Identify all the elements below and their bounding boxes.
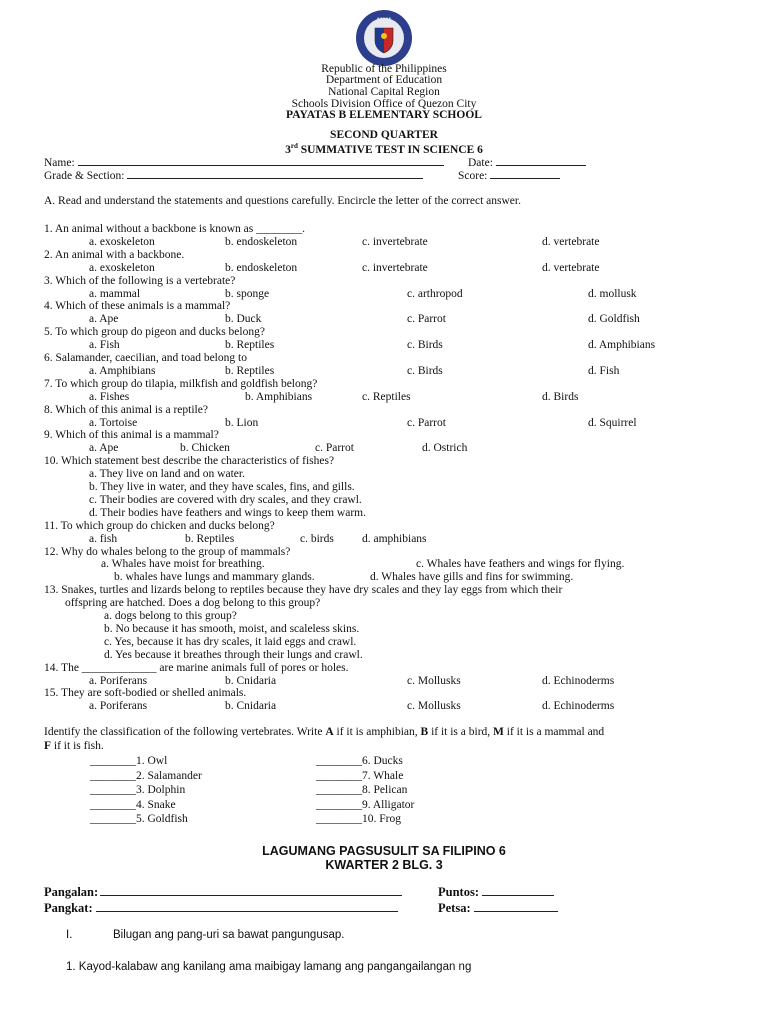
choice-8-1[interactable]: b. Lion: [225, 416, 259, 429]
petsa-field[interactable]: Petsa:: [438, 901, 558, 915]
answer-blank[interactable]: ________: [90, 784, 136, 797]
question-15: 15. They are soft-bodied or shelled animals.: [44, 687, 247, 700]
score-field[interactable]: Score:: [458, 168, 560, 183]
choice-12-2[interactable]: b. whales have lungs and mammary glands.: [114, 571, 315, 584]
choice-13-0[interactable]: a. dogs belong to this group?: [104, 610, 237, 622]
classify-item[interactable]: [90, 813, 188, 826]
choice-15-1[interactable]: b. Cnidaria: [225, 700, 277, 713]
choice-12-3[interactable]: d. Whales have gills and fins for swimming.: [370, 571, 574, 584]
question-12: 12. Why do whales belong to the group of mammals?: [44, 545, 291, 558]
question-6: 6. Salamander, caecilian, and toad belong to: [44, 352, 247, 364]
choice-7-2[interactable]: c. Reptiles: [362, 390, 411, 403]
name-field[interactable]: Name:: [44, 155, 444, 170]
choice-14-2[interactable]: c. Mollusks: [407, 674, 461, 687]
answer-blank[interactable]: ________: [316, 784, 362, 797]
question-9: 9. Which of this animal is a mammal?: [44, 429, 219, 442]
choice-4-0[interactable]: a. Ape: [89, 313, 119, 326]
question-1: 1. An animal without a backbone is known as ________.: [44, 223, 305, 235]
question-4: 4. Which of these animals is a mammal?: [44, 300, 231, 313]
choice-14-0[interactable]: a. Poriferans: [89, 674, 148, 687]
choice-11-3[interactable]: d. amphibians: [362, 532, 427, 545]
choice-14-3[interactable]: d. Echinoderms: [542, 674, 615, 687]
question-3: 3. Which of the following is a vertebrate?: [44, 274, 236, 287]
classify-item-label: 3. Dolphin: [136, 784, 186, 797]
choice-3-2[interactable]: c. arthropod: [407, 287, 463, 300]
classify-item-label: 4. Snake: [136, 798, 176, 811]
question-5: 5. To which group do pigeon and ducks belong?: [44, 326, 265, 339]
choice-6-2[interactable]: c. Birds: [407, 364, 443, 377]
classify-item[interactable]: [90, 755, 167, 768]
pangalan-field[interactable]: Pangalan:: [44, 885, 402, 899]
choice-2-0[interactable]: a. exoskeleton: [89, 261, 155, 274]
classify-item[interactable]: [316, 799, 414, 812]
choice-2-2[interactable]: c. invertebrate: [362, 261, 428, 274]
puntos-field[interactable]: Puntos:: [438, 885, 554, 899]
question-14: 14. The _____________ are marine animals full of pores or holes.: [44, 661, 349, 674]
choice-2-1[interactable]: b. endoskeleton: [225, 261, 298, 274]
choice-3-3[interactable]: d. mollusk: [588, 287, 637, 300]
pangkat-field[interactable]: Pangkat:: [44, 901, 398, 915]
deped-seal: [351, 9, 417, 67]
choice-11-2[interactable]: c. birds: [300, 532, 334, 545]
classify-item[interactable]: [316, 813, 401, 826]
test-title: 3rd SUMMATIVE TEST IN SCIENCE 6: [285, 142, 483, 156]
classify-item-label: 5. Goldfish: [136, 813, 188, 826]
choice-5-0[interactable]: a. Fish: [89, 339, 120, 352]
choice-2-3[interactable]: d. vertebrate: [542, 261, 600, 274]
classify-item[interactable]: [90, 799, 176, 812]
classify-item[interactable]: [316, 770, 403, 783]
classify-item[interactable]: [90, 770, 202, 783]
choice-15-2[interactable]: c. Mollusks: [407, 700, 461, 713]
filipino-title: LAGUMANG PAGSUSULIT SA FILIPINO 6: [262, 844, 506, 858]
choice-9-2[interactable]: c. Parrot: [315, 442, 354, 455]
svg-text:•••••: •••••: [376, 16, 392, 22]
question-13: 13. Snakes, turtles and lizards belong to reptiles because they have dry scales and they lay eggs from which their: [44, 584, 563, 597]
filipino-subtitle: KWARTER 2 BLG. 3: [325, 858, 443, 872]
classify-item-label: 6. Ducks: [362, 755, 403, 767]
question-8: 8. Which of this animal is a reptile?: [44, 403, 208, 416]
answer-blank[interactable]: ________: [90, 769, 136, 782]
answer-blank[interactable]: ________: [316, 755, 362, 767]
choice-5-1[interactable]: b. Reptiles: [225, 339, 275, 352]
question-10: 10. Which statement best describe the characteristics of fishes?: [44, 455, 335, 468]
choice-11-1[interactable]: b. Reptiles: [185, 532, 235, 545]
choice-3-1[interactable]: b. sponge: [225, 287, 270, 300]
filipino-item-1: 1. Kayod-kalabaw ang kanilang ama maibigay lamang ang pangangailangan ng: [66, 961, 472, 973]
choice-13-3[interactable]: d. Yes because it breathes through their lungs and crawl.: [104, 648, 363, 661]
choice-7-1[interactable]: b. Amphibians: [245, 390, 313, 403]
choice-11-0[interactable]: a. fish: [89, 532, 118, 545]
answer-blank[interactable]: ________: [90, 813, 136, 826]
choice-8-3[interactable]: d. Squirrel: [588, 416, 637, 429]
choice-1-0[interactable]: a. exoskeleton: [89, 235, 155, 248]
classify-item[interactable]: [316, 784, 407, 797]
choice-12-1[interactable]: c. Whales have feathers and wings for flying.: [416, 558, 625, 571]
classify-instructions-2: F if it is fish.: [44, 740, 104, 752]
choice-6-3[interactable]: d. Fish: [588, 364, 620, 377]
classify-item-label: 9. Alligator: [362, 798, 415, 811]
question-7: 7. To which group do tilapia, milkfish and goldfish belong?: [44, 377, 318, 390]
classify-item-label: 2. Salamander: [136, 769, 202, 782]
instructions-a: A. Read and understand the statements and questions carefully. Encircle the letter of the correct answer.: [44, 195, 521, 207]
header-region: National Capital Region: [328, 86, 440, 98]
choice-5-3[interactable]: d. Amphibians: [588, 339, 656, 352]
answer-blank[interactable]: ________: [316, 769, 362, 782]
answer-blank[interactable]: ________: [90, 798, 136, 811]
section-instructions: Bilugan ang pang-uri sa bawat pangungusap.: [113, 929, 345, 941]
choice-5-2[interactable]: c. Birds: [407, 339, 443, 352]
school-name: PAYATAS B ELEMENTARY SCHOOL: [286, 109, 482, 121]
question-2: 2. An animal with a backbone.: [44, 248, 185, 261]
choice-10-3[interactable]: d. Their bodies have feathers and wings to keep them warm.: [89, 506, 366, 519]
choice-9-3[interactable]: d. Ostrich: [422, 442, 468, 455]
choice-10-0[interactable]: a. They live on land and on water.: [89, 468, 245, 481]
question-13-cont: offspring are hatched. Does a dog belong to this group?: [65, 597, 321, 610]
choice-4-3[interactable]: d. Goldfish: [588, 313, 640, 326]
answer-blank[interactable]: ________: [90, 755, 136, 767]
classify-item[interactable]: [90, 784, 185, 797]
answer-blank[interactable]: ________: [316, 813, 362, 826]
choice-1-1[interactable]: b. endoskeleton: [225, 235, 298, 248]
header-republic: Republic of the Philippines: [321, 63, 447, 75]
section-number: I.: [66, 929, 73, 941]
choice-13-1[interactable]: b. No because it has smooth, moist, and scaleless skins.: [104, 622, 360, 635]
header-deped: Department of Education: [325, 74, 443, 86]
choice-12-0[interactable]: a. Whales have moist for breathing.: [101, 558, 265, 571]
choice-9-0[interactable]: a. Ape: [89, 442, 119, 455]
choice-3-0[interactable]: a. mammal: [89, 287, 141, 300]
choice-13-2[interactable]: c. Yes, because it has dry scales, it laid eggs and crawl.: [104, 635, 357, 648]
choice-15-3[interactable]: d. Echinoderms: [542, 700, 615, 713]
choice-7-0[interactable]: a. Fishes: [89, 390, 130, 403]
choice-6-1[interactable]: b. Reptiles: [225, 364, 275, 377]
choice-10-2[interactable]: c. Their bodies are covered with dry scales, and they crawl.: [89, 493, 362, 506]
answer-blank[interactable]: ________: [316, 798, 362, 811]
classify-item-label: 7. Whale: [362, 769, 404, 782]
choice-1-2[interactable]: c. invertebrate: [362, 235, 428, 248]
date-field[interactable]: Date:: [468, 155, 586, 170]
test-quarter: SECOND QUARTER: [330, 129, 438, 141]
choice-14-1[interactable]: b. Cnidaria: [225, 674, 277, 687]
choice-8-2[interactable]: c. Parrot: [407, 416, 446, 429]
classify-item-label: 8. Pelican: [362, 784, 408, 797]
classify-item[interactable]: [316, 755, 403, 768]
choice-6-0[interactable]: a. Amphibians: [89, 364, 156, 377]
choice-4-2[interactable]: c. Parrot: [407, 313, 446, 326]
grade-section-field[interactable]: Grade & Section:: [44, 168, 423, 183]
choice-4-1[interactable]: b. Duck: [225, 313, 262, 326]
choice-15-0[interactable]: a. Poriferans: [89, 700, 148, 713]
choice-9-1[interactable]: b. Chicken: [180, 442, 230, 455]
choice-8-0[interactable]: a. Tortoise: [89, 416, 138, 429]
classify-instructions: Identify the classification of the following vertebrates. Write A if it is amphibian, B if it is a bird, M if it is a mammal and: [44, 726, 605, 738]
header-division: Schools Division Office of Quezon City: [291, 98, 477, 110]
classify-item-label: 1. Owl: [136, 755, 168, 767]
question-11: 11. To which group do chicken and ducks belong?: [44, 519, 275, 532]
classify-item-label: 10. Frog: [362, 813, 401, 826]
choice-1-3[interactable]: d. vertebrate: [542, 235, 600, 248]
choice-10-1[interactable]: b. They live in water, and they have scales, fins, and gills.: [89, 481, 355, 493]
choice-7-3[interactable]: d. Birds: [542, 390, 579, 403]
